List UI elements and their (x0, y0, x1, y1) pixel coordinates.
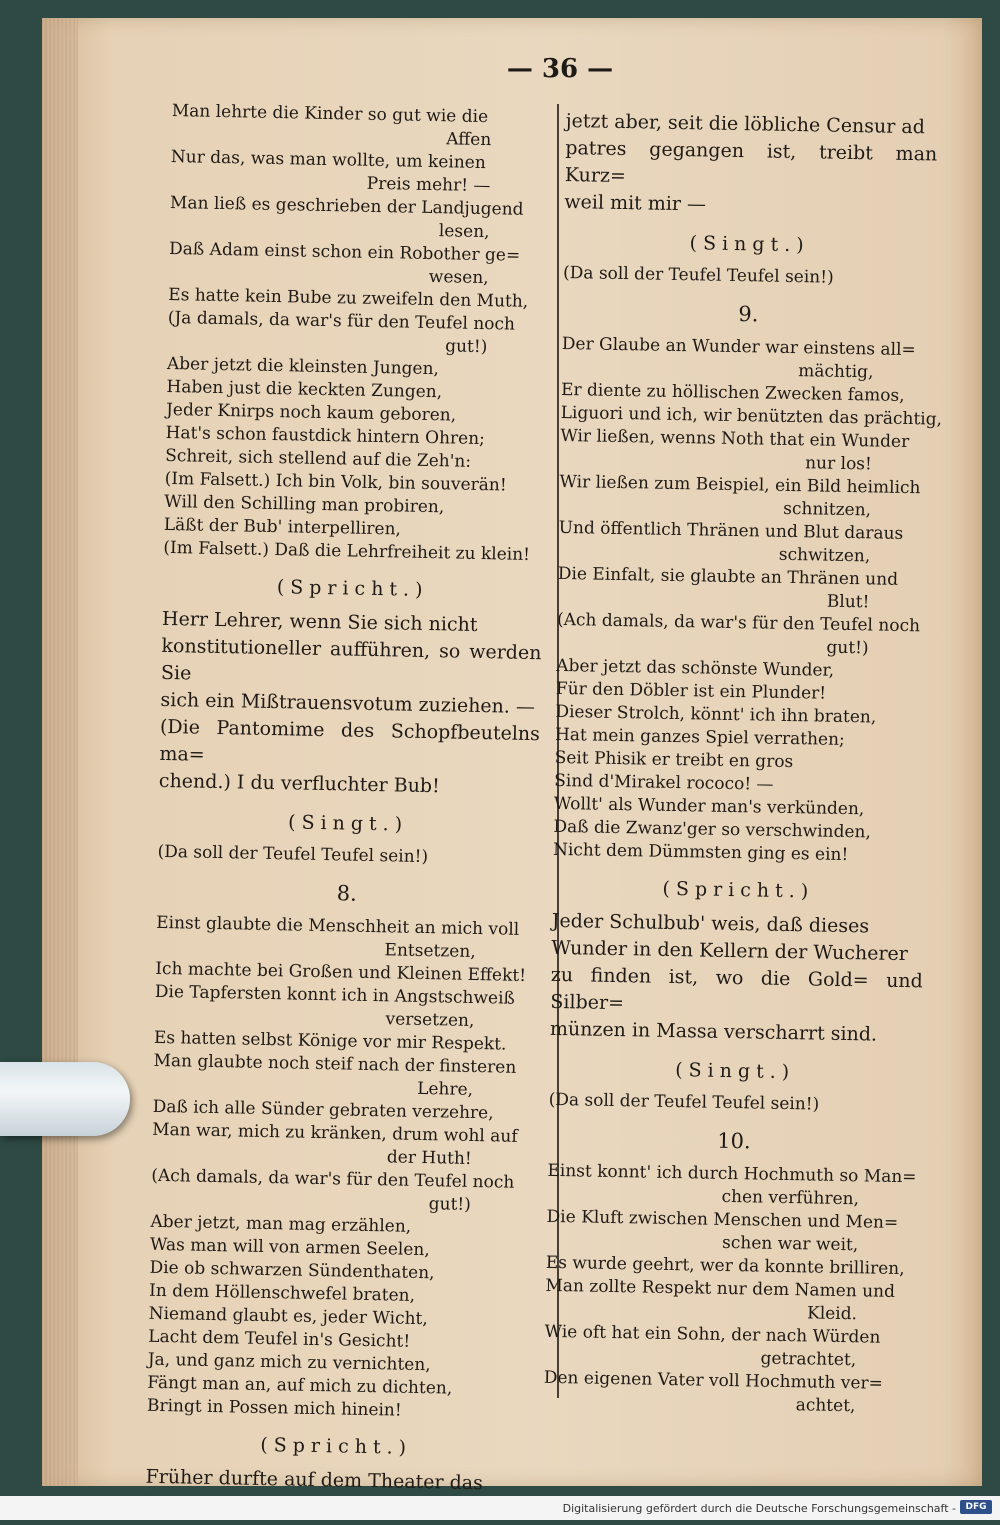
verse-line: Liguori und ich, wir benützten das prächtig, (560, 402, 943, 430)
verse-line: Preis mehr! — (366, 173, 491, 197)
prose-line: jetzt aber, seit die löbliche Censur ad (565, 109, 926, 139)
verse-line: Jeder Knirps noch kaum geboren, (165, 399, 457, 426)
page-number: — 36 — (506, 54, 614, 84)
verse-line: Nicht dem Dümmsten ging es ein! (552, 839, 849, 866)
verse-line: Was man will von armen Seelen, (149, 1234, 430, 1261)
verse-line: (Ach damals, da war's für den Teufel noch (151, 1165, 515, 1193)
prose-line: chend.) I du verfluchter Bub! (158, 769, 440, 798)
stanza-number: 8. (336, 881, 358, 906)
verse-line: Für den Döbler ist ein Plunder! (555, 678, 827, 704)
verse-line: Daß ich alle Sünder gebraten verzehre, (152, 1096, 494, 1124)
verse-line: Schreit, sich stellend auf die Zeh'n: (164, 445, 472, 472)
verse-line: Man ließ es geschrieben der Landjugend (169, 192, 524, 220)
verse-line: Affen (446, 129, 492, 151)
prose-line: patres gegangen ist, treibt man Kurz= (564, 136, 938, 188)
verse-line: gut!) (428, 1194, 472, 1215)
verse-line: getrachtet, (760, 1348, 857, 1371)
verse-line: gut!) (444, 336, 488, 358)
verse-line: In dem Höllenschwefel braten, (148, 1280, 416, 1306)
verse-block (147, 912, 537, 1425)
verse-line: Der Glaube an Wunder war einstens all= (561, 333, 916, 361)
prose-line: (Die Pantomime des Schopfbeutelns ma= (159, 715, 541, 766)
verse-line: Aber jetzt, man mag erzählen, (150, 1211, 412, 1237)
stanza-number: 10. (717, 1128, 751, 1154)
verse-block (552, 333, 943, 868)
verse-line: Haben just die keckten Zungen, (166, 376, 443, 403)
refrain-line: (Da soll der Teufel Teufel sein!) (562, 262, 834, 288)
verse-line: mächtig, (797, 361, 874, 383)
prose-block (564, 108, 938, 222)
verse-block (163, 100, 552, 567)
verse-line: schen war weit, (721, 1232, 859, 1256)
verse-line: Hat's schon faustdick hintern Ohren; (165, 422, 486, 450)
verse-line: wesen, (428, 266, 489, 289)
verse-line: Er diente zu höllischen Zwecken famos, (560, 379, 905, 406)
verse-line: schwitzen, (778, 544, 871, 567)
prose-block (550, 908, 924, 1049)
verse-line: Es hatten selbst Könige vor mir Respekt. (153, 1027, 507, 1055)
verse-line: Den eigenen Vater voll Hochmuth ver= (543, 1367, 884, 1394)
verse-block (543, 1160, 919, 1419)
left-column (145, 100, 552, 1525)
verse-line: Bringt in Possen mich hinein! (146, 1395, 402, 1421)
verse-line: Wollt' als Wunder man's verkünden, (553, 793, 865, 820)
verse-line: Seit Phisik er treibt en gros (554, 747, 794, 773)
verse-line: Fängt man an, auf mich zu dichten, (147, 1372, 453, 1399)
verse-line: versetzen, (385, 1009, 475, 1031)
stage-direction-singt: (Singt.) (675, 1059, 796, 1084)
prose-line: münzen in Massa verscharrt sind. (549, 1017, 878, 1046)
verse-line: (Ach damals, da war's für den Teufel noch (556, 609, 921, 637)
verse-line: Ja, und ganz mich zu vernichten, (147, 1349, 431, 1376)
verse-line: (Im Falsett.) Daß die Lehrfreiheit zu klein! (163, 537, 531, 565)
prose-line: zu finden ist, wo die Gold= und Silber= (550, 963, 924, 1015)
prose-line: Früher durfte auf dem Theater das (145, 1465, 484, 1495)
verse-line: Lacht dem Teufel in's Gesicht! (148, 1326, 411, 1352)
verse-line: Wir ließen, wenns Noth that ein Wunder (560, 425, 910, 453)
dfg-logo: DFG (960, 1500, 992, 1514)
verse-line: gut!) (826, 637, 869, 659)
verse-line: Wie oft hat ein Sohn, der nach Würden (544, 1321, 881, 1348)
verse-line: Ich machte bei Großen und Kleinen Effekt! (155, 958, 527, 986)
footer-credit: Digitalisierung gefördert durch die Deutsche Forschungsgemeinschaft - (562, 1502, 956, 1515)
verse-line: Die Einfalt, sie glaubte an Thränen und (557, 563, 899, 590)
verse-line: Will den Schilling man probiren, (164, 491, 445, 518)
right-column (543, 108, 943, 1419)
verse-line: Einst konnt' ich durch Hochmuth so Man= (547, 1160, 917, 1188)
refrain-line: (Da soll der Teufel Teufel sein!) (157, 841, 429, 868)
verse-line: Dieser Strolch, könnt' ich ihn braten, (555, 701, 877, 728)
verse-line: Blut! (826, 591, 870, 613)
verse-line: Einst glaubte die Menschheit an mich voll (156, 912, 520, 940)
stage-direction-singt: (Singt.) (689, 232, 810, 257)
verse-line: Aber jetzt die kleinsten Jungen, (166, 353, 440, 380)
verse-line: Man lehrte die Kinder so gut wie die (171, 100, 489, 128)
stage-direction-singt: (Singt.) (287, 811, 409, 836)
prose-line: Jeder Schulbub' weis, daß dieses (551, 909, 870, 938)
verse-line: Es hatte kein Bube zu zweifeln den Muth, (168, 284, 529, 312)
verse-line: Wir ließen zum Beispiel, ein Bild heimlich (559, 471, 921, 499)
prose-block (159, 606, 543, 802)
verse-line: Man zollte Respekt nur dem Namen und (545, 1275, 896, 1302)
verse-line: nur los! (805, 453, 873, 475)
verse-line: Es wurde geehrt, wer da konnte brilliren, (545, 1252, 905, 1280)
verse-line: Nur das, was man wollte, um keinen (170, 146, 486, 174)
verse-line: Daß Adam einst schon ein Robother ge= (168, 238, 521, 266)
stage-direction-spricht: (Spricht.) (276, 576, 429, 602)
prose-line: weil mit mir — (564, 190, 707, 216)
verse-line: Niemand glaubt es, jeder Wicht, (148, 1303, 428, 1330)
verse-line: Aber jetzt das schönste Wunder, (556, 655, 835, 681)
verse-line: der Huth! (386, 1147, 472, 1169)
verse-line: Die Kluft zwischen Menschen und Men= (546, 1206, 899, 1233)
prose-line: Wunder in den Kellern der Wucherer (551, 936, 909, 966)
verse-line: Lehre, (416, 1078, 474, 1100)
stage-direction-spricht: (Spricht.) (662, 877, 815, 903)
verse-line: achtet, (795, 1395, 856, 1417)
verse-line: Daß die Zwanz'ger so verschwinden, (553, 816, 872, 843)
verse-line: Sind d'Mirakel rococo! — (554, 770, 774, 795)
verse-line: chen verführen, (721, 1186, 860, 1210)
prose-line: konstitutioneller aufführen, so werden Sie (160, 634, 542, 685)
verse-line: Die ob schwarzen Sündenthaten, (149, 1257, 435, 1284)
verse-line: Kleid. (806, 1303, 858, 1325)
verse-line: Die Tapfersten konnt ich in Angstschweiß (154, 981, 516, 1009)
prose-line: Herr Lehrer, wenn Sie sich nicht (161, 607, 478, 636)
refrain-line: (Da soll der Teufel Teufel sein!) (548, 1089, 820, 1115)
verse-line: Hat mein ganzes Spiel verrathen; (554, 724, 845, 750)
verse-line: (Ja damals, da war's für den Teufel noch (167, 307, 516, 335)
verse-line: Man war, mich zu kränken, drum wohl auf (152, 1119, 518, 1147)
verse-line: lesen, (438, 221, 490, 243)
verse-line: Entsetzen, (384, 940, 476, 962)
stanza-number: 9. (738, 302, 759, 327)
verse-line: schnitzen, (783, 498, 872, 521)
verse-line: (Im Falsett.) Ich bin Volk, bin souverän! (164, 468, 507, 496)
page-edge-stack (42, 18, 78, 1486)
stage-direction-spricht: (Spricht.) (260, 1433, 413, 1459)
verse-line: Man glaubte noch steif nach der finsteren (153, 1050, 517, 1078)
prose-line: sich ein Mißtrauensvotum zuziehen. — (160, 688, 536, 719)
verse-line: Und öffentlich Thränen und Blut daraus (558, 517, 904, 544)
verse-line: Läßt der Bub' interpelliren, (163, 514, 402, 540)
page-clip (0, 1062, 130, 1136)
